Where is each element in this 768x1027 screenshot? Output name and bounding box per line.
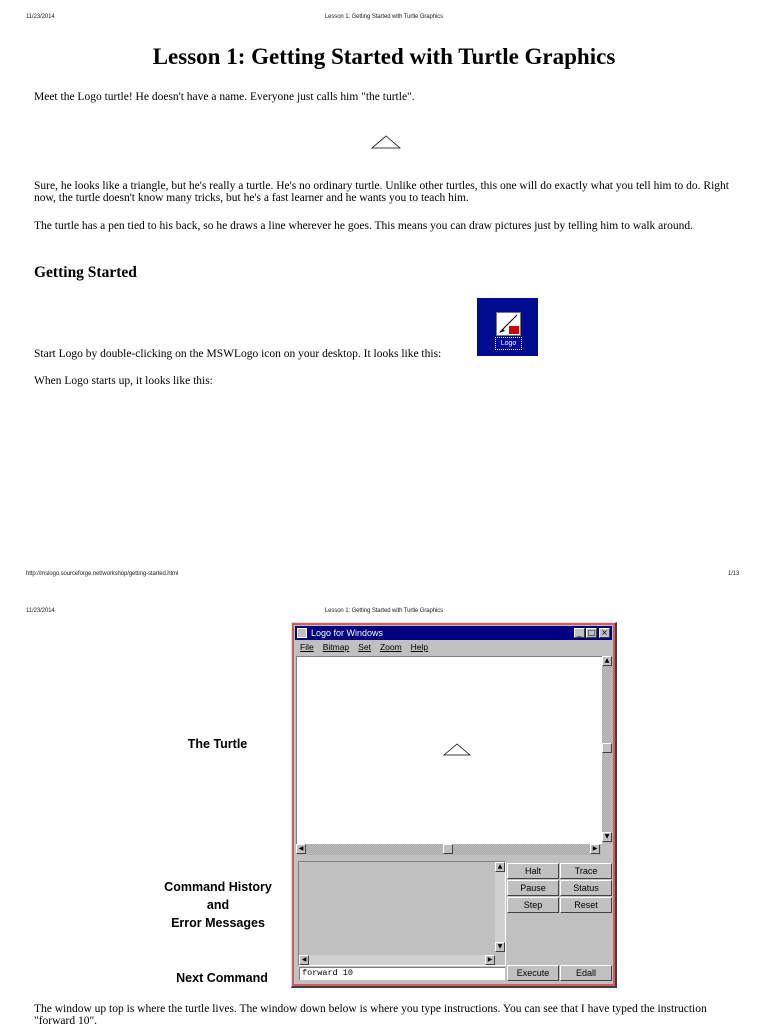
turtle-label: The Turtle	[187, 737, 248, 751]
window-title: Logo for Windows	[311, 628, 384, 638]
menu-bar	[296, 641, 611, 654]
menu-file[interactable]: File	[300, 642, 314, 652]
command-panel	[296, 859, 612, 983]
footer-url: http://mslogo.sourceforge.net/workshop/getting-started.html	[26, 571, 179, 577]
turtle-description-paragraph: Sure, he looks like a triangle, but he's really a turtle. He's no ordinary turtle. Unlike other turtles, this one will do exactly what you tell him to do. Right now, the turtle doesn't know many tricks, but he's a fast learner and he wants you to teach him.	[34, 180, 729, 204]
page-date: 11/23/2014	[26, 608, 55, 614]
section-heading: Getting Started	[34, 264, 137, 281]
page-header-title: Lesson 1: Getting Started with Turtle Graphics	[324, 14, 444, 20]
scroll-thumb[interactable]	[602, 743, 612, 753]
minimize-icon[interactable]: _	[574, 628, 585, 638]
command-history-box[interactable]	[298, 861, 506, 966]
close-icon[interactable]: ×	[599, 628, 610, 638]
menu-set[interactable]: Set	[358, 642, 371, 652]
scroll-up-icon[interactable]: ▲	[602, 656, 612, 666]
menu-zoom[interactable]: Zoom	[379, 642, 402, 652]
page-header-title: Lesson 1: Getting Started with Turtle Graphics	[324, 608, 444, 614]
page-date: 11/23/2014	[26, 14, 55, 20]
pause-button[interactable]: Pause	[507, 880, 559, 896]
turtle-triangle-icon	[371, 135, 401, 149]
menu-help[interactable]: Help	[410, 642, 429, 652]
history-label-line3: Error Messages	[171, 916, 265, 930]
scroll-right-icon[interactable]: ▶	[485, 955, 495, 965]
history-label-line2: and	[206, 898, 230, 912]
turtle-icon	[443, 743, 471, 756]
scroll-thumb[interactable]	[443, 844, 453, 854]
page-title: Lesson 1: Getting Started with Turtle Graphics	[152, 44, 616, 69]
history-vertical-scrollbar[interactable]	[495, 862, 505, 952]
page-number: 1/13	[728, 571, 740, 577]
logo-window	[291, 622, 617, 988]
app-icon	[297, 628, 307, 638]
command-input[interactable]: forward 10	[299, 967, 505, 980]
scroll-left-icon[interactable]: ◀	[299, 955, 309, 965]
halt-button[interactable]: Halt	[507, 863, 559, 879]
reset-button[interactable]: Reset	[560, 897, 612, 913]
desktop-icon-caption: Logo	[495, 337, 522, 350]
next-command-label: Next Command	[176, 971, 268, 985]
history-horizontal-scrollbar[interactable]	[299, 955, 495, 965]
turtle-canvas[interactable]	[296, 656, 602, 844]
canvas-horizontal-scrollbar[interactable]	[296, 844, 601, 855]
edall-button[interactable]: Edall	[560, 965, 612, 981]
step-button[interactable]: Step	[507, 897, 559, 913]
start-instructions: Start Logo by double-clicking on the MSWLogo icon on your desktop. It looks like this:	[34, 348, 442, 360]
history-label-line1: Command History	[164, 880, 272, 894]
scroll-down-icon[interactable]: ▼	[495, 942, 505, 952]
menu-bitmap[interactable]: Bitmap	[322, 642, 350, 652]
status-button[interactable]: Status	[560, 880, 612, 896]
scroll-left-icon[interactable]: ◀	[296, 844, 306, 854]
startup-text: When Logo starts up, it looks like this:	[34, 375, 213, 387]
mswlogo-desktop-icon[interactable]	[477, 298, 538, 356]
scroll-down-icon[interactable]: ▼	[602, 832, 612, 842]
canvas-vertical-scrollbar[interactable]	[602, 656, 613, 843]
window-titlebar[interactable]	[295, 626, 612, 640]
bottom-paragraph: The window up top is where the turtle lives. The window down below is where you type instructions. You can see that I have typed the instruction "forward 10".	[34, 1003, 707, 1027]
mswlogo-icon	[496, 312, 521, 336]
intro-paragraph: Meet the Logo turtle! He doesn't have a name. Everyone just calls him "the turtle".	[34, 91, 415, 103]
execute-button[interactable]: Execute	[507, 965, 559, 981]
scroll-up-icon[interactable]: ▲	[495, 862, 505, 872]
scroll-right-icon[interactable]: ▶	[590, 844, 600, 854]
maximize-icon[interactable]: □	[587, 628, 596, 637]
trace-button[interactable]: Trace	[560, 863, 612, 879]
pen-paragraph: The turtle has a pen tied to his back, so he draws a line wherever he goes. This means you can draw pictures just by telling him to walk around.	[34, 220, 693, 232]
